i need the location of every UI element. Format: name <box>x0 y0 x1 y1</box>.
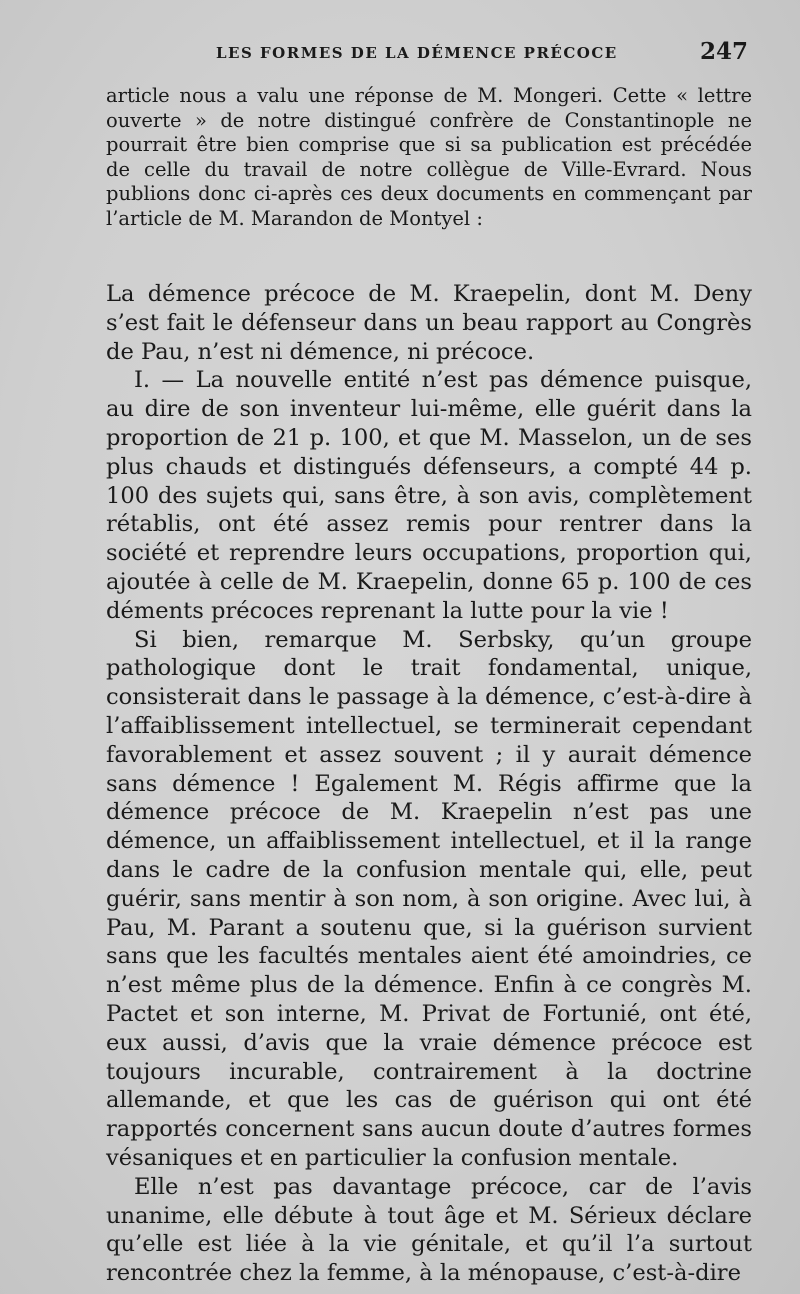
paragraph-2: I. — La nouvelle entité n’est pas démence puisque, au dire de son inventeur lui-même, elle guérit dans la proportion de 21 p. 100, et que M. Masselon, un de ses plus chauds et distingués défenseurs, a compté 44 p. 100 des sujets qui, sans être, à son avis, complètement rétablis, ont été assez remis pour rentrer dans la société et reprendre leurs occupations, proportion qui, ajoutée à celle de M. Kraepelin, donne 65 p. 100 de ces déments précoces reprenant la lutte pour la vie ! <box>106 367 752 624</box>
paragraph-4: Elle n’est pas davantage précoce, car de l’avis unanime, elle débute à tout âge et M. Sérieux déclare qu’elle est liée à la vie génitale, et qu’il l’a surtout rencontrée chez la femme, à la ménopause, c’est-à-dire <box>106 1173 752 1287</box>
intro-paragraph: article nous a valu une réponse de M. Mongeri. Cette « lettre ouverte » de notre distingué confrère de Constantinople ne pourrait être bien comprise que si sa publication est précédée de celle du travail de notre collègue de Ville-Evrard. Nous publions donc ci-après ces deux documents en commençant par l’article de M. Marandon de Montyel : <box>106 84 752 230</box>
page-number: 247 <box>699 38 748 65</box>
paragraph-3: Si bien, remarque M. Serbsky, qu’un groupe pathologique dont le trait fondamental, unique, consisterait dans le passage à la démence, c’est-à-dire à l’affaiblissement intellectuel, se terminerait cependant favorablement et assez souvent ; il y aurait démence sans démence ! Egalement M. Régis affirme que la démence précoce de M. Kraepelin n’est pas une démence, un affaiblissement intellectuel, et il la range dans le cadre de la confusion mentale qui, elle, peut guérir, sans mentir à son nom, à son origine. Avec lui, à Pau, M. Parant a soutenu que, si la guérison survient sans que les facultés mentales aient été amoindries, ce n’est même plus de la démence. Enfin à ce congrès M. Pactet et son interne, M. Privat de Fortunié, ont été, eux aussi, d’avis que la vraie démence précoce est toujours incurable, contrairement à la doctrine allemande, et que les cas de guérison qui ont été rapportés concernent sans aucun doute d’autres formes vésaniques et en particulier la confusion mentale. <box>106 626 752 1171</box>
paragraph-1: La démence précoce de M. Kraepelin, dont M. Deny s’est fait le défenseur dans un beau rapport au Congrès de Pau, n’est ni démence, ni précoce. <box>106 281 752 365</box>
article-body <box>106 280 752 1288</box>
running-title: LES FORMES DE LA DÉMENCE PRÉCOCE <box>216 44 618 62</box>
intro-text <box>106 84 752 232</box>
page-header <box>108 38 748 74</box>
